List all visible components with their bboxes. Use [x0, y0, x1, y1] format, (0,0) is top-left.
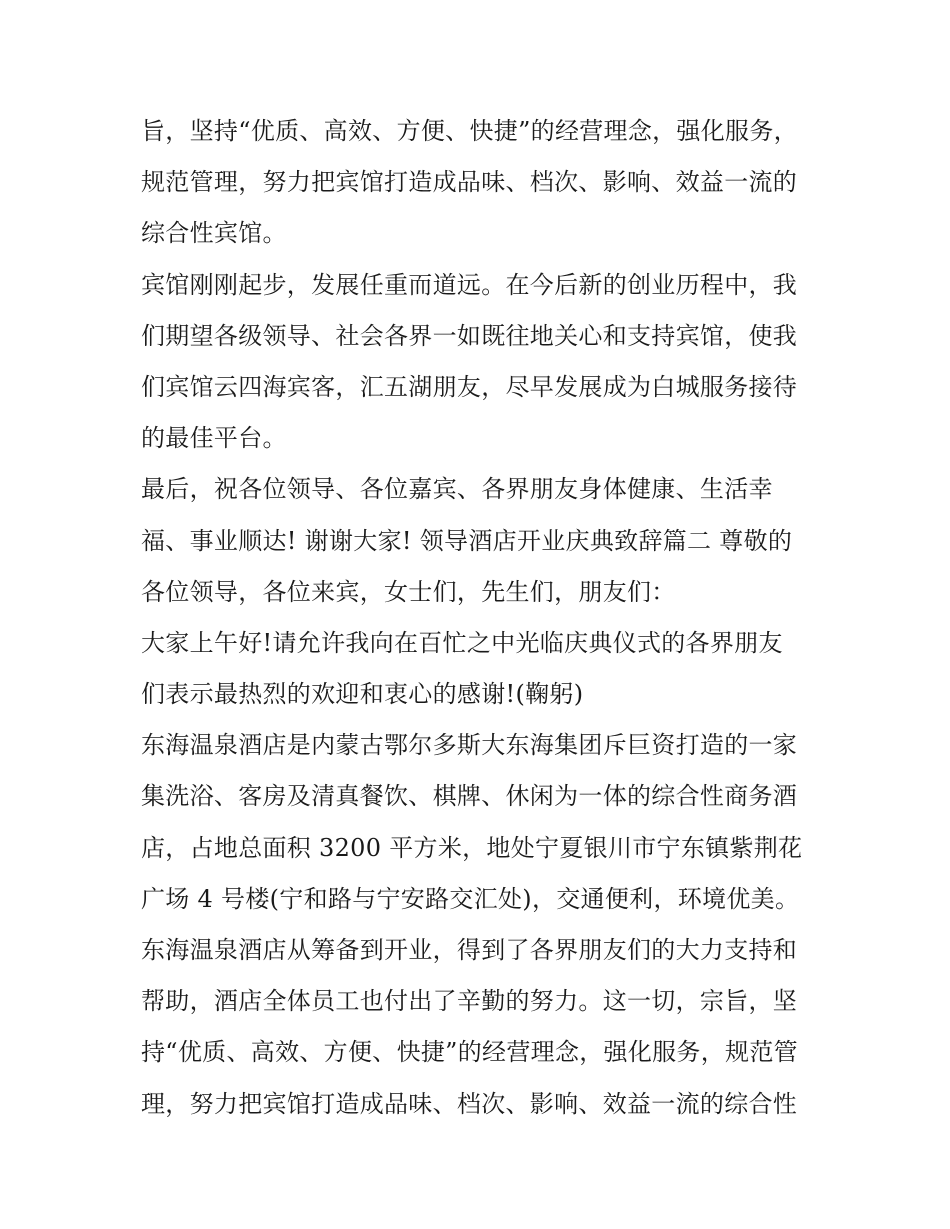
text-line-11: 大家上午好!请允许我向在百忙之中光临庆典仪式的各界朋友	[141, 628, 783, 657]
text-line-14: 集洗浴、客房及清真餐饮、棋牌、休闲为一体的综合性商务酒	[141, 782, 798, 811]
text-line-19: 持“优质、高效、方便、快捷”的经营理念，强化服务，规范管	[141, 1038, 798, 1067]
text-line-6: 们宾馆云四海宾客，汇五湖朋友，尽早发展成为白城服务接待	[141, 372, 798, 401]
text-line-3: 综合性宾馆。	[141, 219, 287, 248]
text-line-13: 东海温泉酒店是内蒙古鄂尔多斯大东海集团斥巨资打造的一家	[141, 731, 798, 760]
text-line-10: 各位领导，各位来宾，女士们，先生们，朋友们：	[141, 577, 676, 606]
text-line-17: 东海温泉酒店从筹备到开业，得到了各界朋友们的大力支持和	[141, 936, 798, 964]
text-line-5: 们期望各级领导、社会各界一如既往地关心和支持宾馆，使我	[141, 321, 798, 350]
document-body	[141, 106, 821, 1130]
text-line-18: 帮助，酒店全体员工也付出了辛勤的努力。这一切，宗旨，坚	[141, 987, 798, 1016]
text-line-4: 宾馆刚刚起步，发展任重而道远。在今后新的创业历程中，我	[141, 270, 798, 299]
text-line-9: 福、事业顺达! 谢谢大家! 领导酒店开业庆典致辞篇二 尊敬的	[141, 526, 793, 555]
text-line-16: 广场 4 号楼(宁和路与宁安路交汇处)，交通便利，环境优美。	[141, 884, 800, 913]
text-line-2: 规范管理，努力把宾馆打造成品味、档次、影响、效益一流的	[141, 168, 798, 197]
text-line-20: 理，努力把宾馆打造成品味、档次、影响、效益一流的综合性	[141, 1089, 798, 1118]
text-line-15: 店，占地总面积 3200 平方米，地处宁夏银川市宁东镇紫荆花	[141, 833, 803, 862]
text-line-1: 旨，坚持“优质、高效、方便、快捷”的经营理念，强化服务，	[141, 117, 798, 145]
text-line-8: 最后，祝各位领导、各位嘉宾、各界朋友身体健康、生活幸	[141, 475, 773, 504]
text-line-12: 们表示最热烈的欢迎和衷心的感谢!(鞠躬)	[141, 680, 584, 709]
text-line-7: 的最佳平台。	[141, 424, 287, 453]
